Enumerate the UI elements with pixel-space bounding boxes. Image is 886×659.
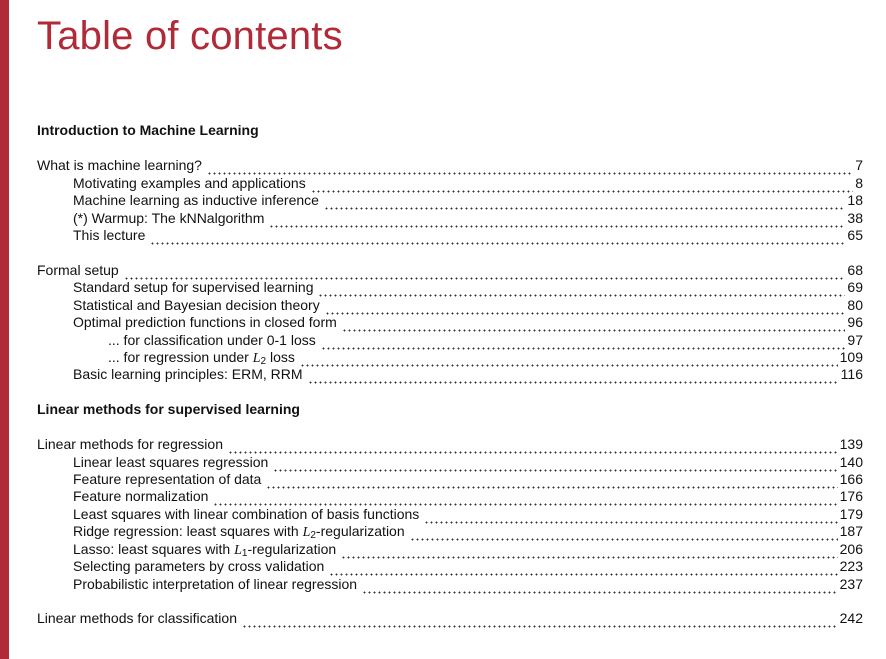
math-subscript: 2 [260,356,267,367]
dot-leader [325,301,846,315]
dot-leader [424,510,837,524]
toc-entry[interactable] [37,610,863,627]
toc-entry-label-text: -regularization [315,523,405,539]
toc-page-number: 187 [839,523,863,539]
page-title: Table of contents [37,14,343,58]
toc-entry-label: Optimal prediction functions in closed form [73,314,337,330]
toc-entry-label-text: Ridge regression: least squares with [73,523,303,539]
dot-leader [266,475,837,489]
toc-entry[interactable] [73,506,863,523]
toc-entry[interactable] [73,541,863,558]
dot-leader [311,179,854,193]
toc-entry-label: Machine learning as inductive inference [73,192,319,208]
toc-entry[interactable] [73,523,863,540]
toc-entry-label: Probabilistic interpretation of linear regression [73,576,358,592]
dot-leader [341,545,837,559]
toc-entry-label: Linear least squares regression [73,454,269,470]
toc-entry[interactable] [73,558,863,575]
math-symbol: L [252,351,261,366]
toc-page-number: 68 [847,262,863,278]
toc-entry-label: (*) Warmup: The kNNalgorithm [73,210,265,226]
toc-entry[interactable] [73,471,863,488]
dot-leader [213,492,837,506]
toc-page-number: 116 [840,366,863,382]
toc-entry[interactable] [73,210,863,227]
dot-leader [242,614,838,628]
section-heading: Introduction to Machine Learning [37,122,259,138]
toc-entry-label: Least squares with linear combination of basis functions [73,506,420,522]
toc-entry[interactable] [73,488,863,505]
toc-entry-label: Selecting parameters by cross validation [73,558,325,574]
dot-leader [273,458,837,472]
toc-entry-label: Standard setup for supervised learning [73,279,314,295]
toc-entry[interactable] [73,576,863,593]
toc-page-number: 8 [855,175,863,191]
dot-leader [150,231,845,245]
dot-leader [300,353,838,367]
side-accent-strip [0,0,9,659]
toc-entry[interactable] [108,332,863,349]
toc-entry[interactable] [73,366,863,383]
toc-entry-label: Basic learning principles: ERM, RRM [73,366,303,382]
toc-entry-label: This lecture [73,227,146,243]
toc-entry-label: ... for classification under 0-1 loss [108,332,316,348]
toc-page-number: 140 [839,454,863,470]
toc-page-number: 18 [847,192,863,208]
toc-page-number: 206 [839,541,863,557]
section-heading: Linear methods for supervised learning [37,401,300,417]
dot-leader [269,214,845,228]
toc-page-number: 223 [839,558,863,574]
math-subscript: 1 [241,548,248,559]
toc-entry-label: Statistical and Bayesian decision theory [73,297,320,313]
dot-leader [228,440,838,454]
dot-leader [410,527,838,541]
toc-entry-label: Linear methods for classification [37,610,237,626]
dot-leader [342,318,846,332]
toc-entry[interactable] [73,279,863,296]
toc-entry-label: Feature representation of data [73,471,262,487]
toc-entry-label: Feature normalization [73,488,209,504]
toc-entry-label-text: ... for regression under [108,349,253,365]
toc-entry[interactable] [73,454,863,471]
toc-entry[interactable] [37,157,863,174]
toc-entry-label: Linear methods for regression [37,436,223,452]
math-subscript: 2 [310,530,316,541]
toc-page-number: 96 [847,314,863,330]
toc-entry-label: What is machine learning? [37,157,202,173]
toc-page-number: 97 [847,332,863,348]
toc-page-number: 65 [847,227,863,243]
dot-leader [124,266,846,280]
toc-entry-label: Motivating examples and applications [73,175,306,191]
toc-entry[interactable] [73,297,863,314]
dot-leader [308,370,839,384]
toc-entry-label-text: Lasso: least squares with [73,541,235,557]
dot-leader [207,161,853,175]
toc-page-number: 237 [839,576,863,592]
dot-leader [362,580,838,594]
toc-page-number: 7 [855,157,863,173]
dot-leader [318,283,845,297]
toc-page-number: 242 [839,610,863,626]
dot-leader [321,336,846,350]
toc-entry-label-text: -regularization [247,541,337,557]
toc-entry[interactable] [108,349,863,366]
toc-entry-label-text: loss [266,349,295,365]
toc-page-number: 69 [847,279,863,295]
toc-page-number: 80 [847,297,863,313]
toc-entry[interactable] [73,314,863,331]
dot-leader [329,562,837,576]
toc-page-number: 139 [839,436,863,452]
table-of-contents [37,0,863,659]
toc-entry[interactable] [73,175,863,192]
toc-page-number: 109 [839,349,863,365]
toc-page-number: 38 [847,210,863,226]
toc-entry[interactable] [37,262,863,279]
toc-page-number: 166 [839,471,863,487]
math-symbol: L [234,543,242,558]
dot-leader [324,196,845,210]
math-symbol: L [302,525,311,540]
toc-page-number: 179 [839,506,863,522]
toc-entry[interactable] [37,436,863,453]
toc-entry-label: Formal setup [37,262,119,278]
toc-page-number: 176 [839,488,863,504]
toc-entry[interactable] [73,227,863,244]
toc-entry[interactable] [73,192,863,209]
